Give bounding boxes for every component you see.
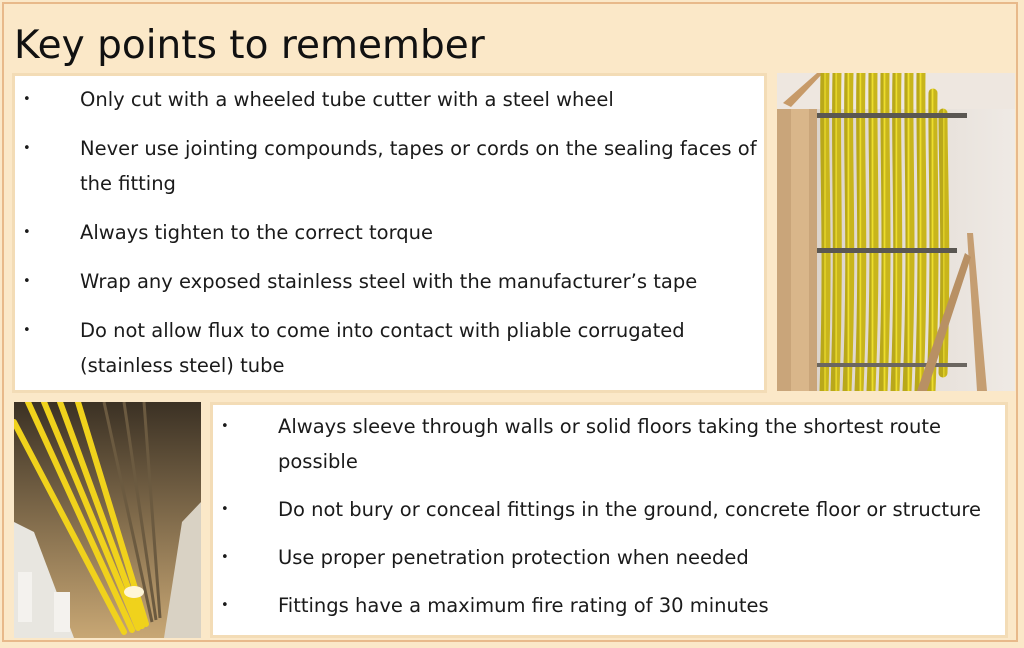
ceiling-pipes-photo xyxy=(14,402,201,638)
list-item-text: Use proper penetration protection when needed xyxy=(278,546,749,569)
list-item xyxy=(215,492,1005,527)
list-item xyxy=(215,588,1005,623)
list-item-text: Always sleeve through walls or solid floors taking the shortest route possible xyxy=(278,415,942,473)
list-item-text: Do not allow flux to come into contact with pliable corrugated (stainless steel) tube xyxy=(80,319,685,377)
list-item xyxy=(17,264,762,299)
top-bullet-list xyxy=(17,82,762,397)
bullet-icon: • xyxy=(23,92,31,107)
tubes-photo-image xyxy=(777,73,1015,391)
list-item xyxy=(17,82,762,117)
list-item xyxy=(17,215,762,250)
bottom-bullet-list xyxy=(215,409,1005,636)
bullet-icon: • xyxy=(23,274,31,289)
bullet-icon: • xyxy=(23,141,31,156)
bullet-icon: • xyxy=(221,502,229,517)
bullet-icon: • xyxy=(23,323,31,338)
yellow-tubes-wall-photo xyxy=(777,73,1015,391)
bullet-icon: • xyxy=(221,550,229,565)
list-item xyxy=(17,313,762,383)
bullet-icon: • xyxy=(221,598,229,613)
list-item-text: Always tighten to the correct torque xyxy=(80,221,433,244)
bottom-key-points-panel xyxy=(210,402,1008,638)
list-item-text: Never use jointing compounds, tapes or cords on the sealing faces of the fitting xyxy=(80,137,757,195)
list-item-text: Only cut with a wheeled tube cutter with a steel wheel xyxy=(80,88,614,111)
list-item-text: Fittings have a maximum fire rating of 30 minutes xyxy=(278,594,769,617)
list-item-text: Wrap any exposed stainless steel with the manufacturer’s tape xyxy=(80,270,698,293)
list-item xyxy=(17,131,762,201)
top-key-points-panel xyxy=(12,73,767,393)
ceiling-photo-image xyxy=(14,402,201,638)
list-item xyxy=(215,409,1005,479)
list-item-text: Do not bury or conceal fittings in the ground, concrete floor or structure xyxy=(278,498,982,521)
bullet-icon: • xyxy=(221,419,229,434)
page-title: Key points to remember xyxy=(14,23,485,68)
bullet-icon: • xyxy=(23,225,31,240)
list-item xyxy=(215,540,1005,575)
